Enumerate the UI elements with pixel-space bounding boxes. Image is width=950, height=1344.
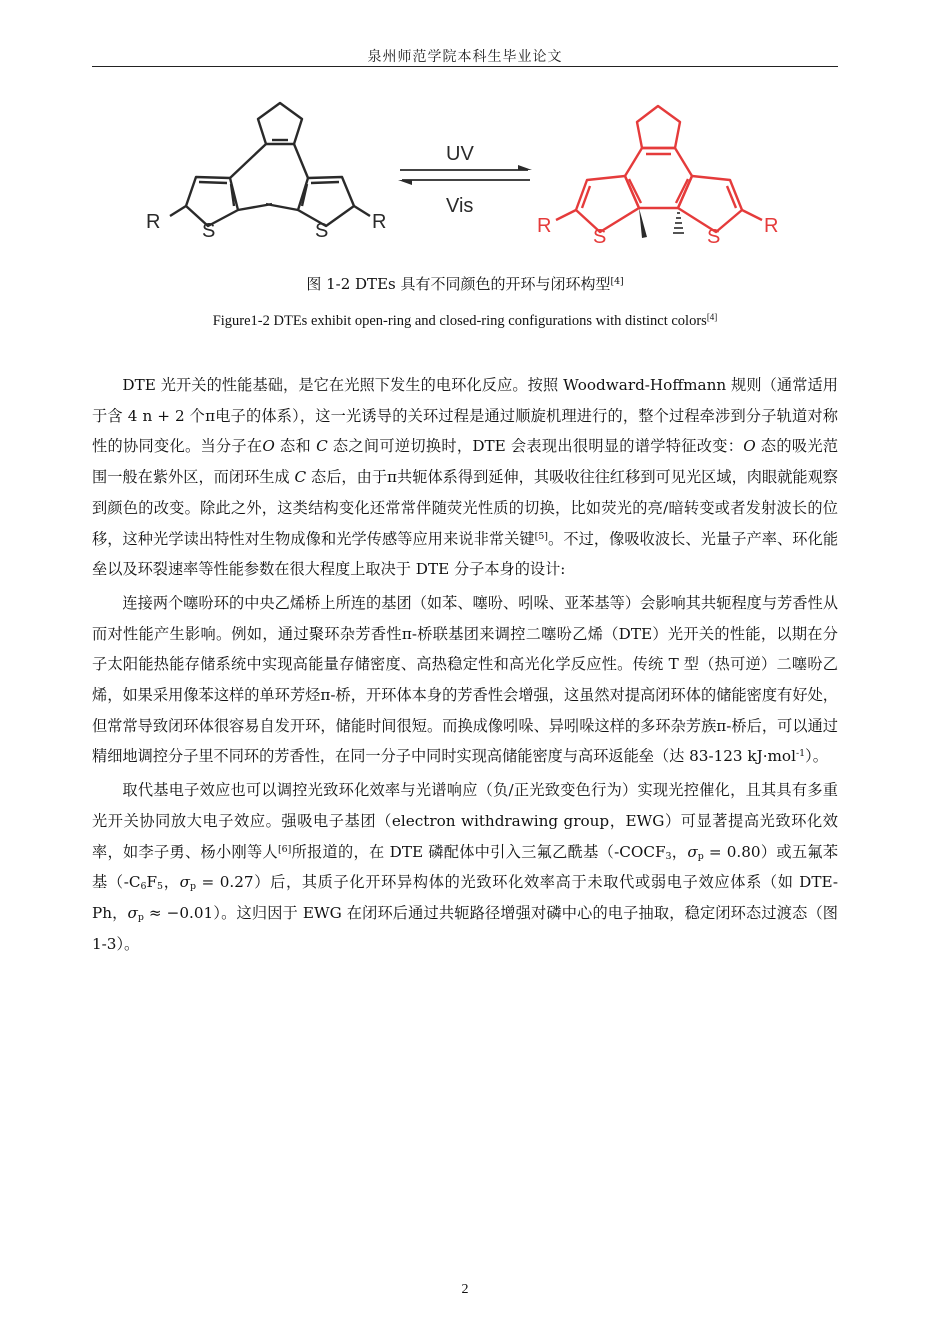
open-bond-right	[294, 144, 308, 178]
paragraph-1: DTE 光开关的性能基础，是它在光照下发生的电环化反应。按照 Woodward-Hoffmann 规则（通常适用于含 4 n + 2 个π电子的体系），这一光诱导的关环过程是通过顺旋机理进行的，整个过程牵涉到分子轨道对称性的协同变化。当分子在O 态和 C 态之间可逆切换时，DTE 会表现出很明显的谱学特征改变：O 态的吸光范围一般在紫外区，而闭环生成 C 态后，由于π共轭体系得到延伸，其吸收往往红移到可见光区域，肉眼就能观察到颜色的改变。除此之外，这类结构变化还常常伴随荧光性质的切换，比如荧光的亮/暗转变或者发射波长的位移，这种光学读出特性对生物成像和光学传感等应用来说非常关键[5]。不过，像吸收波长、光量子产率、环化能垒以及环裂速率等性能参数在很大程度上取决于 DTE 分子本身的设计:	[92, 376, 839, 579]
caption-en-ref: [4]	[706, 312, 718, 323]
open-left-s-label: S	[202, 220, 216, 242]
closed-hashed-methyl	[673, 213, 684, 233]
reverse-arrow-head	[398, 180, 412, 185]
arrow-vis-label: Vis	[446, 195, 474, 217]
header-rule	[92, 66, 838, 67]
open-left-r-label: R	[146, 211, 161, 233]
paragraph-2: 连接两个噻吩环的中央乙烯桥上所连的基团（如苯、噻吩、吲哚、亚苯基等）会影响其共轭程度与芳香性从而对性能产生影响。例如，通过聚环杂芳香性π-桥联基团来调控二噻吩乙烯（DTE）光开关的性能，以期在分子太阳能热能存储系统中实现高能量存储密度、高热稳定性和高光化学反应性。传统 T 型（热可逆）二噻吩乙烯，如果采用像苯这样的单环芳烃π-桥，开环体本身的芳香性会增强，这虽然对提高闭环体的储能密度有好处，但常常导致闭环体很容易自发开环，储能时间很短。而换成像吲哚、异吲哚这样的多环杂芳族π-桥后，可以通过精细地调控分子里不同环的芳香性，在同一分子中同时实现高储能密度与高环返能垒（达 83-123 kJ·mol$^{-1}$）。	[92, 593, 838, 766]
open-cyclopentene	[258, 103, 302, 144]
closed-left-r-label: R	[537, 215, 552, 237]
open-left-double-1	[199, 182, 227, 183]
open-right-double-1	[311, 182, 339, 183]
open-right-methyl	[266, 204, 298, 210]
paragraph-3: 取代基电子效应也可以调控光致环化效率与光谱响应（负/正光致变色行为）实现光控催化，且其具有多重光开关协同放大电子效应。强吸电子基团（electron withdrawing group，EWG）可显著提高光致环化效率，如李子勇、杨小刚等人[6]所报道的，在 DTE 磷配体中引入三氟乙酰基（$-COCF_3$，$\sigma_p = 0.80$）或五氟苯基（$-C_6F_5$，$\sigma_p = 0.27$）后，其质子化开环异构体的光致环化效率高于未取代或弱电子效应体系（如 DTE-Ph，$\sigma_p \approx -0.01$）。这归因于 EWG 在闭环后通过共轭路径增强对磷中心的电子抽取，稳定闭环态过渡态（图 1-3）。	[92, 781, 839, 953]
closed-left-s-label: S	[593, 226, 607, 248]
arrow-uv-label: UV	[446, 143, 474, 165]
open-left-r-bond	[170, 206, 186, 216]
open-right-s-label: S	[315, 220, 329, 242]
closed-right-thiophene	[678, 176, 742, 232]
closed-cyclopentane	[637, 106, 680, 148]
caption-cn-ref: [4]	[610, 275, 624, 287]
closed-right-s-label: S	[707, 226, 721, 248]
citation-5: [5]	[534, 530, 548, 542]
open-bond-left	[230, 144, 266, 178]
open-right-r-bond	[354, 206, 370, 216]
dte-reaction-figure	[130, 86, 810, 256]
citation-6: [6]	[277, 843, 292, 855]
body-text	[92, 370, 838, 962]
closed-right-r-bond	[742, 210, 762, 220]
equilibrium-arrows	[398, 165, 532, 185]
closed-right-r-label: R	[764, 215, 779, 237]
figure-caption-english: Figure1-2 DTEs exhibit open-ring and closed-ring configurations with distinct colors[4]	[212, 312, 718, 329]
running-header: 泉州师范学院本科生毕业论文	[367, 49, 563, 65]
closed-form-structure	[556, 106, 762, 232]
page-number: 2	[461, 1282, 469, 1297]
figure-caption-chinese: 图 1-2 DTEs 具有不同颜色的开环与闭环构型[4]	[306, 275, 624, 293]
closed-wedge-methyl	[639, 208, 647, 238]
open-right-r-label: R	[372, 211, 387, 233]
forward-arrow-head	[518, 165, 532, 170]
closed-left-thiophene	[576, 176, 639, 232]
open-form-structure	[170, 103, 370, 226]
closed-left-r-bond	[556, 210, 576, 220]
